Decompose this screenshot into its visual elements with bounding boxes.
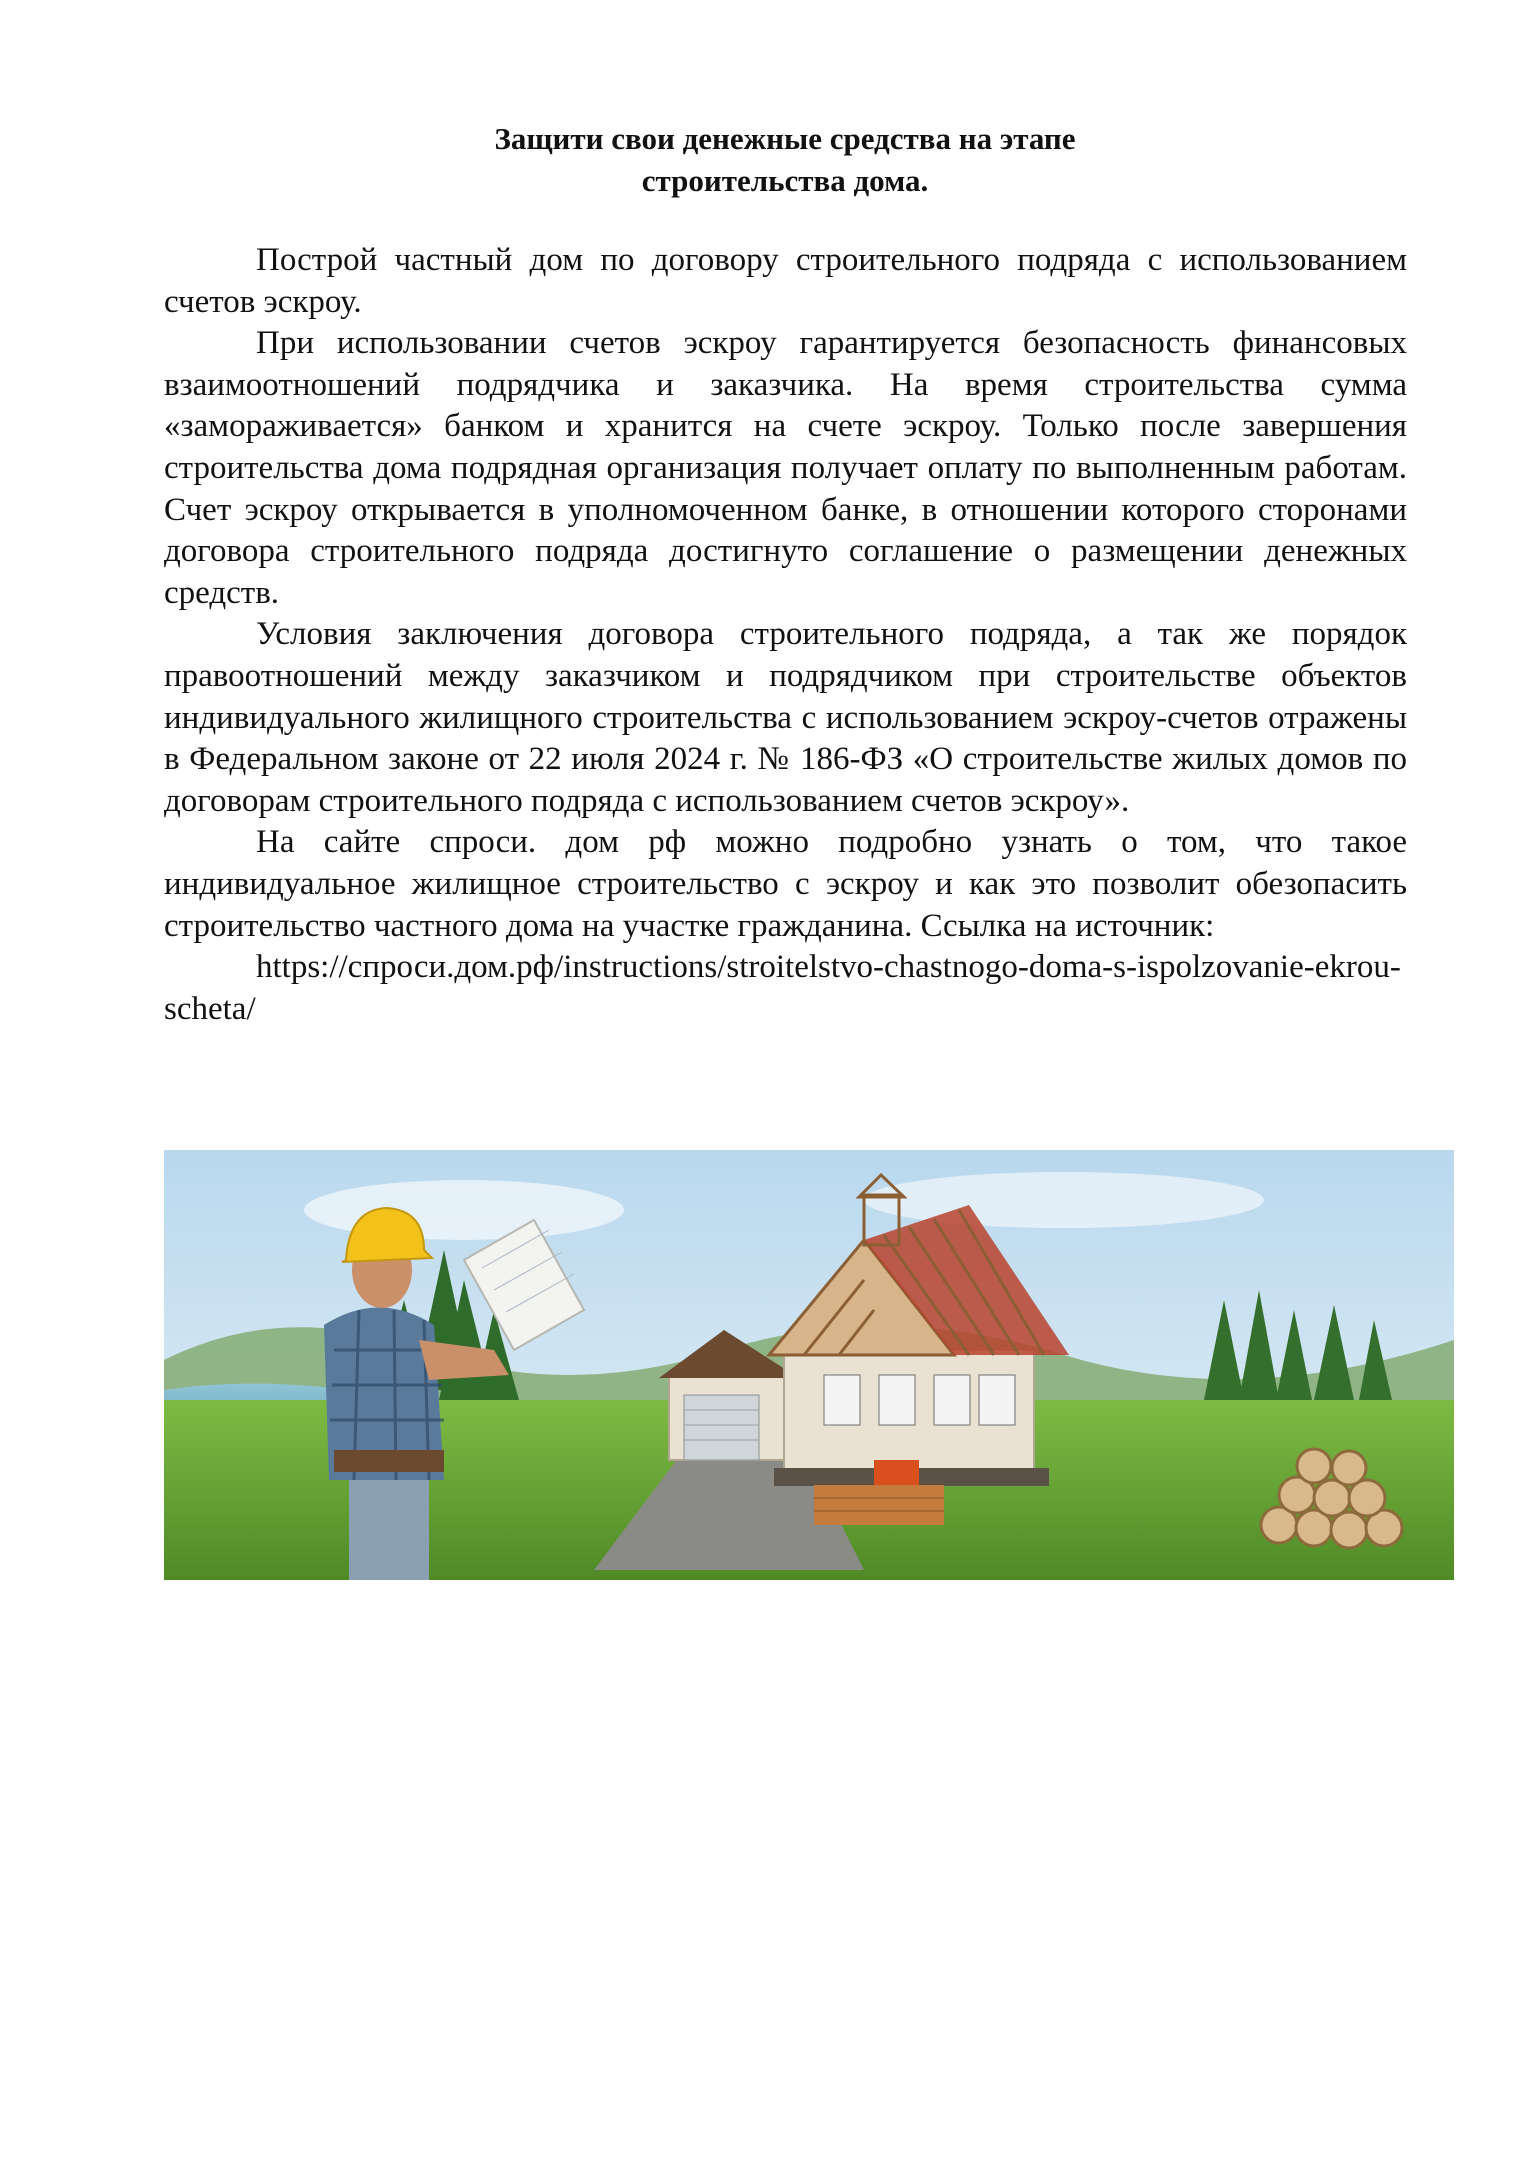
source-link[interactable]: https://спроси.дом.рф/instructions/stroitelstvo-chastnogo-doma-s-ispolzovanie-ekrou-scheta/ bbox=[164, 949, 1401, 1027]
paragraph-4: На сайте спроси. дом рф можно подробно узнать о том, что такое индивидуальное жилищное строительство с эскроу и как это позволит обезопасить строительство частного дома на участке гражданина. Ссылка на источник: bbox=[164, 824, 1407, 944]
title-line-2: строительства дома. bbox=[641, 163, 929, 198]
construction-illustration bbox=[164, 1150, 1454, 1580]
title-line-1: Защити свои денежные средства на этапе bbox=[494, 121, 1076, 156]
paragraph-1: Построй частный дом по договору строительного подряда с использованием счетов эскроу. bbox=[164, 242, 1407, 320]
paragraph-3: Условия заключения договора строительного подряда, а так же порядок правоотношений между заказчиком и подрядчиком при строительстве объектов индивидуального жилищного строительства с использованием эскроу-счетов отражены в Федеральном законе от 22 июля 2024 г. № 186-ФЗ «О строительстве жилых домов по договорам строительного подряда с использованием счетов эскроу». bbox=[164, 616, 1407, 819]
paragraph-2: При использовании счетов эскроу гарантируется безопасность финансовых взаимоотношений подрядчика и заказчика. На время строительства сумма «замораживается» банком и хранится на счете эскроу. Только после завершения строительства дома подрядная организация получает оплату по выполненным работам. Счет эскроу открывается в уполномоченном банке, в отношении которого сторонами договора строительного подряда достигнуто соглашение о размещении денежных средств. bbox=[164, 325, 1407, 611]
document-body bbox=[164, 240, 1407, 1030]
page-title bbox=[165, 118, 1405, 202]
